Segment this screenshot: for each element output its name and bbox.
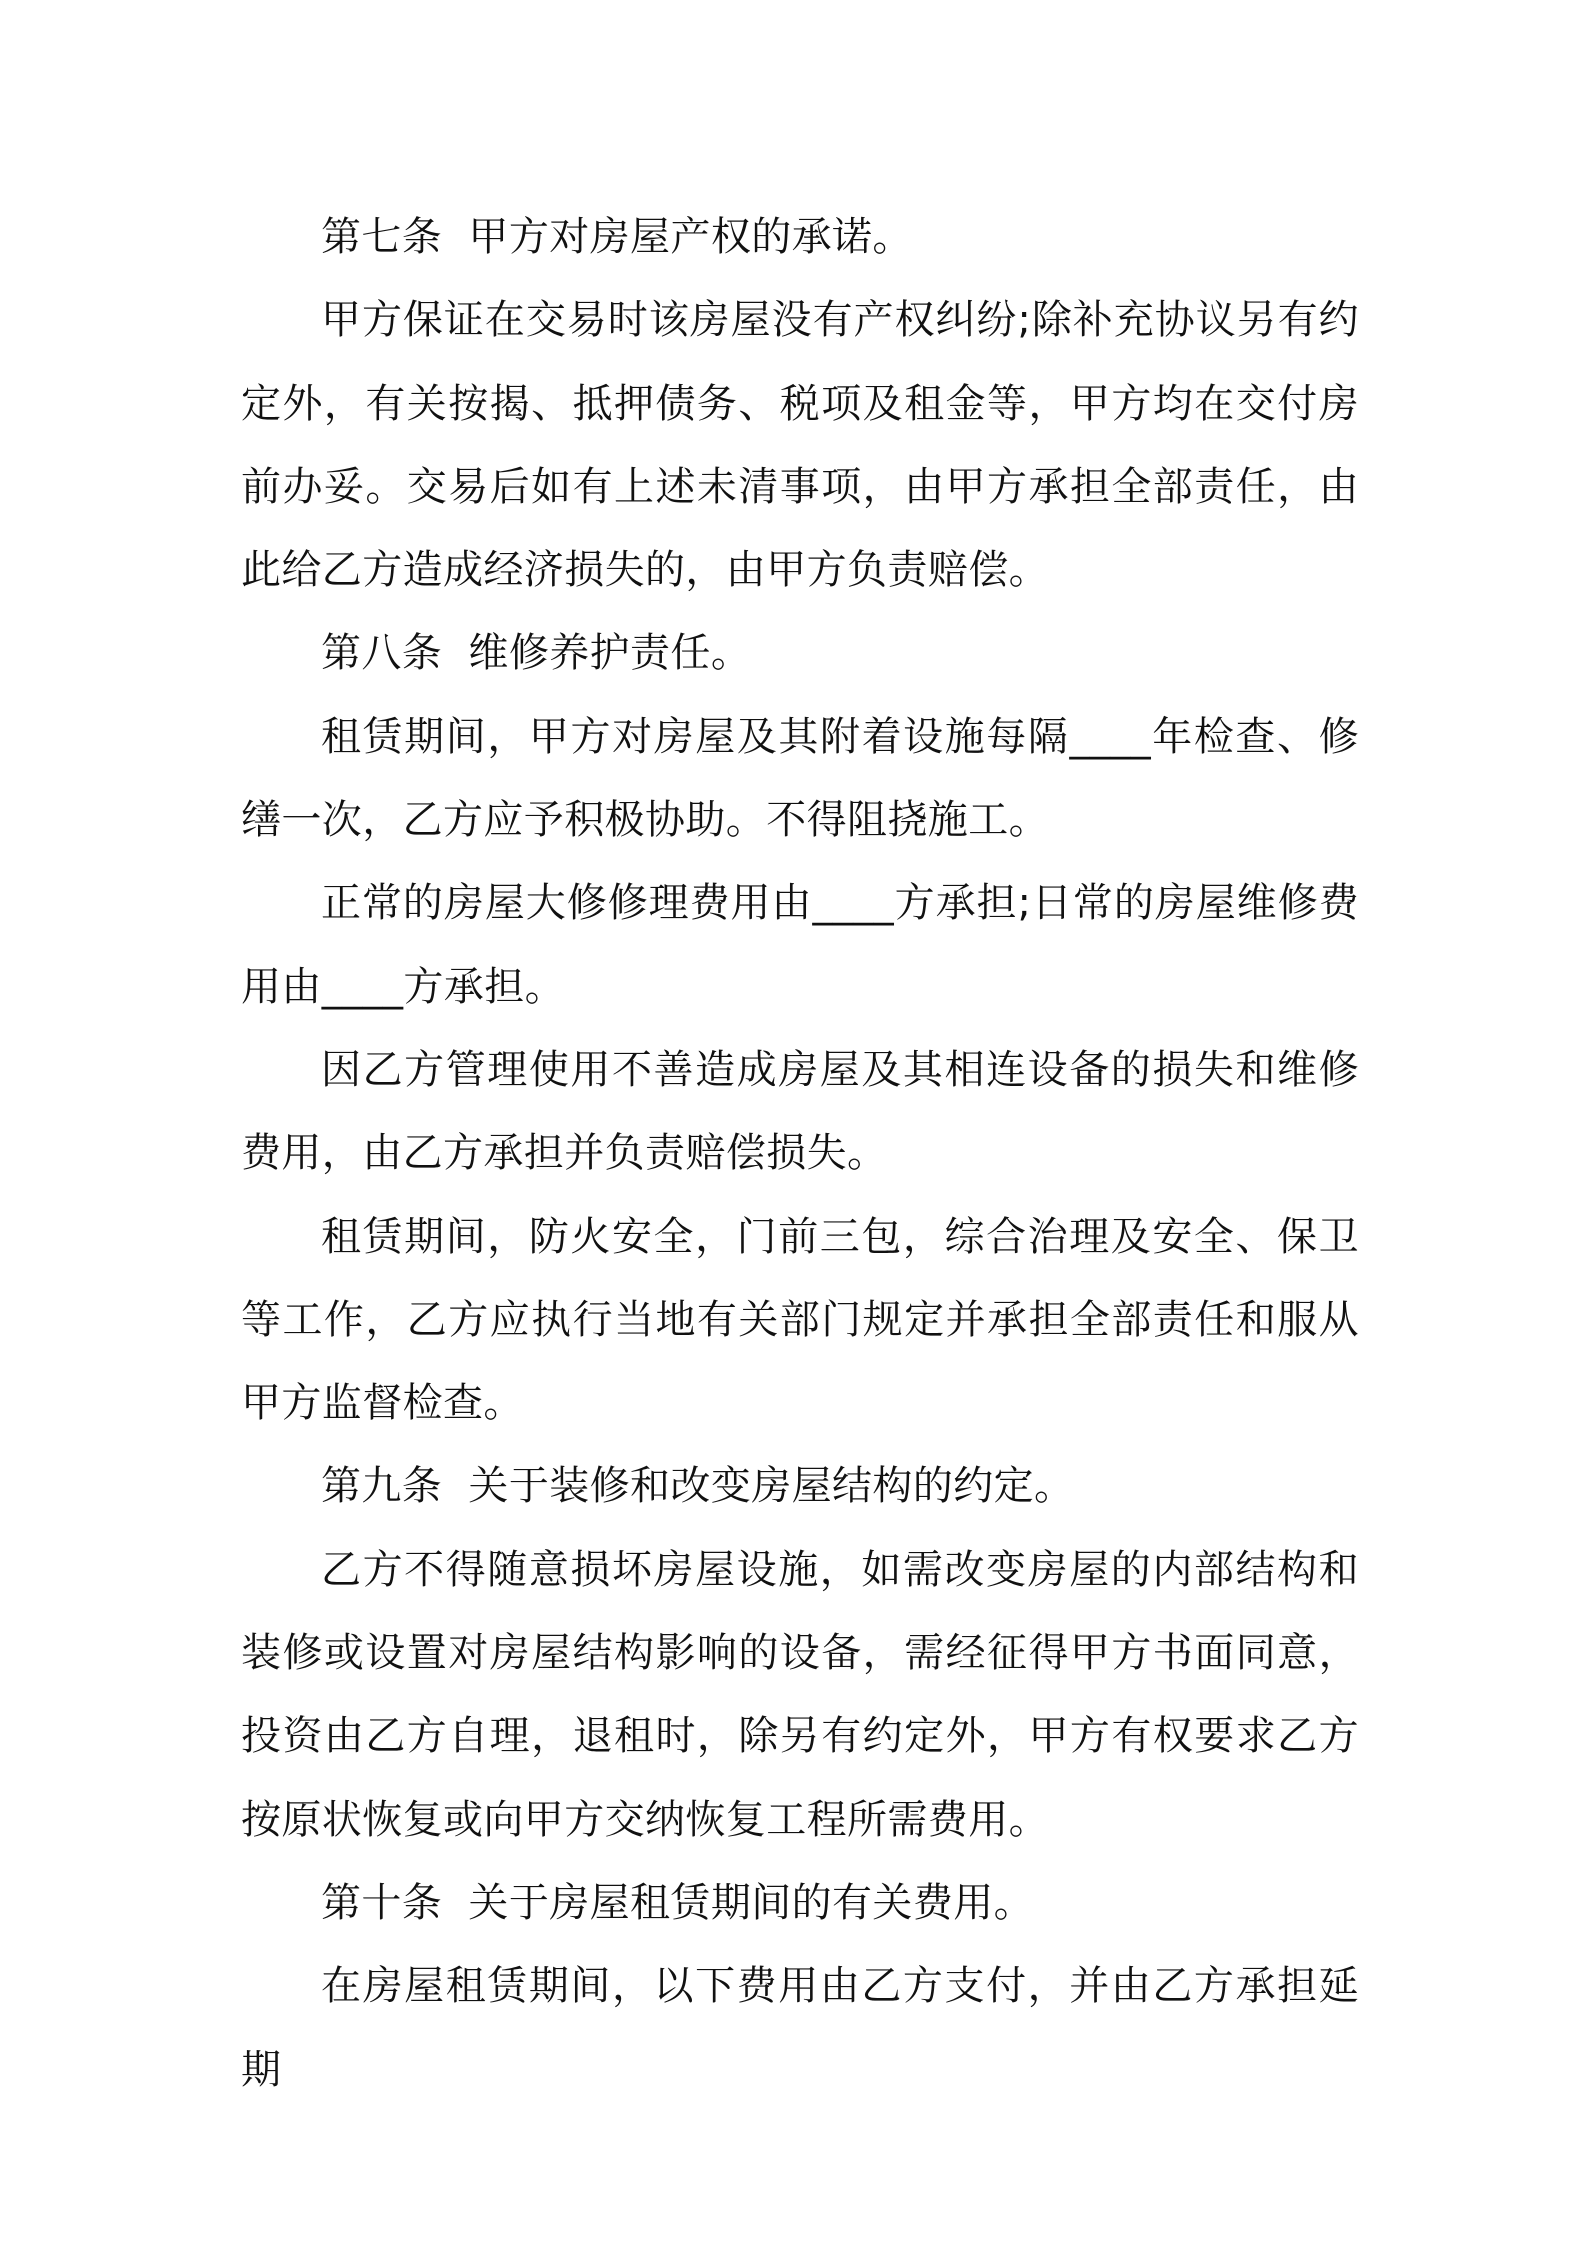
article-8-repair-cost-paragraph: 正常的房屋大修修理费用由____方承担;日常的房屋维修费用由____方承担。 — [241, 880, 1359, 1010]
document-body — [241, 196, 1359, 2112]
article-8-heading: 第八条 维修养护责任。 — [321, 630, 752, 677]
article-8-damage-paragraph: 因乙方管理使用不善造成房屋及其相连设备的损失和维修费用，由乙方承担并负责赔偿损失。 — [241, 1046, 1359, 1177]
article-8-inspection-paragraph: 租赁期间，甲方对房屋及其附着设施每隔____年检查、修缮一次，乙方应予积极协助。不得阻挠施工。 — [241, 713, 1359, 844]
article-9-heading: 第九条 关于装修和改变房屋结构的约定。 — [321, 1463, 1075, 1510]
article-7-heading: 第七条 甲方对房屋产权的承诺。 — [321, 214, 913, 260]
article-10-heading: 第十条 关于房屋租赁期间的有关费用。 — [321, 1879, 1035, 1926]
article-10-paragraph: 在房屋租赁期间，以下费用由乙方支付，并由乙方承担延期 — [241, 1963, 1359, 2093]
article-8-safety-paragraph: 租赁期间，防火安全，门前三包，综合治理及安全、保卫等工作，乙方应执行当地有关部门规定并承担全部责任和服从甲方监督检查。 — [241, 1213, 1359, 1427]
article-9-paragraph: 乙方不得随意损坏房屋设施，如需改变房屋的内部结构和装修或设置对房屋结构影响的设备，需经征得甲方书面同意，投资由乙方自理，退租时，除另有约定外，甲方有权要求乙方按原状恢复或向甲方交纳恢复工程所需费用。 — [241, 1546, 1359, 1843]
article-7-paragraph: 甲方保证在交易时该房屋没有产权纠纷;除补充协议另有约定外，有关按揭、抵押债务、税项及租金等，甲方均在交付房前办妥。交易后如有上述未清事项，由甲方承担全部责任，由此给乙方造成经济损失的，由甲方负责赔偿。 — [241, 297, 1359, 594]
